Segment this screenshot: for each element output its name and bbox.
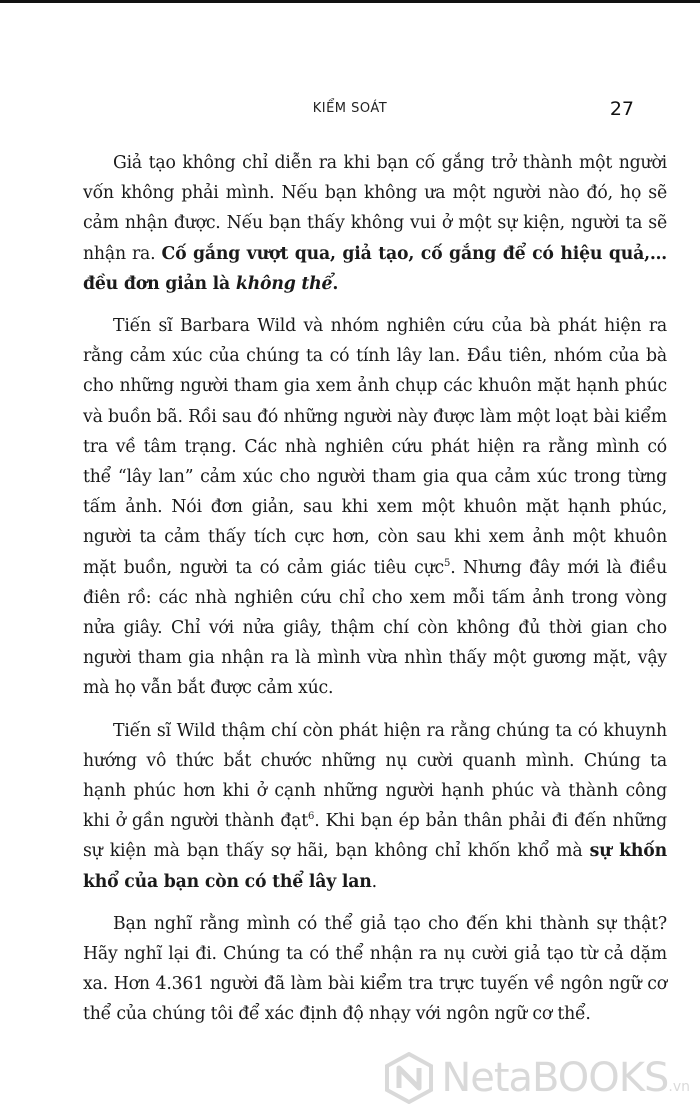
paragraph <box>83 909 667 1030</box>
bold-text: sự khốn khổ của bạn còn có thể lây lan <box>83 841 667 892</box>
page-top-border <box>0 0 700 3</box>
running-header <box>0 98 700 124</box>
watermark-text <box>441 1055 690 1101</box>
text-run: . Nhưng đây mới là điều điên rồ: các nhà nghiên cứu chỉ cho xem mỗi tấm ảnh trong vòng nửa giây. Chỉ với nửa giây, thậm chí còn không đủ thời gian cho người tham gia nhận ra là mình vừa nhìn thấy một gương mặt, vậy mà họ vẫn bắt được cảm xúc. <box>83 557 667 699</box>
text-run: . <box>371 871 377 892</box>
netabooks-logo-icon <box>383 1052 435 1104</box>
footnote-ref: 6 <box>308 811 315 823</box>
watermark <box>383 1048 690 1108</box>
bold-text: Cố gắng vượt qua, giả tạo, cố gắng để có hiệu quả,… đều đơn giản là <box>83 243 668 294</box>
bold-italic-text <box>236 274 332 294</box>
paragraph <box>83 716 667 897</box>
text-run: Tiến sĩ Wild thậm chí còn phát hiện ra rằng chúng ta có khuynh hướng vô thức bắt chước những nụ cười quanh mình. Chúng ta hạnh phúc hơn khi ở cạnh những người hạnh phúc và thành công khi ở gần người thành đạt <box>83 720 667 832</box>
body-text <box>83 148 667 1042</box>
running-title: KIỂM SOÁT <box>312 101 388 116</box>
italic-text: không thể <box>235 273 333 294</box>
text-run: Tiến sĩ Barbara Wild và nhóm nghiên cứu của bà phát hiện ra rằng cảm xúc của chúng ta có tính lây lan. Đầu tiên, nhóm của bà cho những người tham gia xem ảnh chụp các khuôn mặt hạnh phúc và buồn bã. Rồi sau đó những người này được làm một loạt bài kiểm tra về tâm trạng. Các nhà nghiên cứu phát hiện ra rằng mình có thể “lây lan” cảm xúc cho người tham gia qua cảm xúc trong từng tấm ảnh. Nói đơn giản, sau khi xem một khuôn mặt hạnh phúc, người ta cảm thấy tích cực hơn, còn sau khi xem ảnh một khuôn mặt buồn, người ta có cảm giác tiêu cực <box>83 316 667 578</box>
paragraph <box>83 311 667 704</box>
watermark-suffix: .vn <box>668 1079 690 1095</box>
paragraph <box>83 148 667 299</box>
text-run: . Khi bạn ép bản thân phải đi đến những sự kiện mà bạn thấy sợ hãi, bạn không chỉ khốn khổ mà <box>83 811 667 862</box>
text-run: Giả tạo không chỉ diễn ra khi bạn cố gắng trở thành một người vốn không phải mình. Nếu bạn không ưa một người nào đó, họ sẽ cảm nhận được. Nếu bạn thấy không vui ở một sự kiện, người ta sẽ nhận ra. <box>83 153 667 264</box>
bold-text: . <box>332 273 339 294</box>
watermark-brand: NetaBOOKS <box>441 1055 669 1101</box>
page-number: 27 <box>609 98 634 120</box>
footnote-ref: 5 <box>444 557 451 569</box>
text-run: Bạn nghĩ rằng mình có thể giả tạo cho đến khi thành sự thật? Hãy nghĩ lại đi. Chúng ta có thể nhận ra nụ cười giả tạo từ cả dặm xa. Hơn 4.361 người đã làm bài kiểm tra trực tuyến về ngôn ngữ cơ thể của chúng tôi để xác định độ nhạy với ngôn ngữ cơ thể. <box>83 913 667 1025</box>
